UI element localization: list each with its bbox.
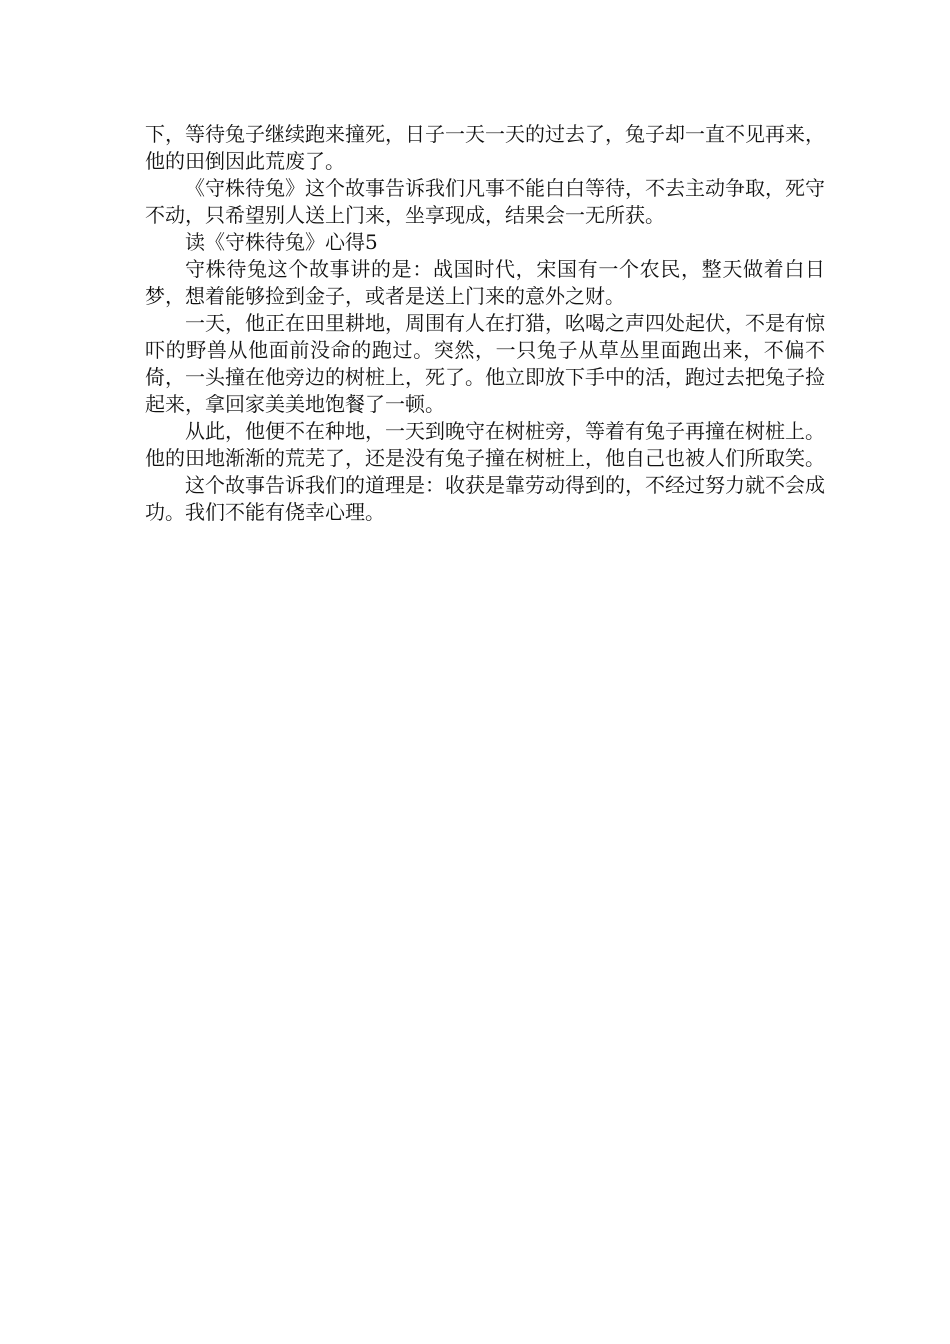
paragraph-moral: 《守株待兔》这个故事告诉我们凡事不能白白等待，不去主动争取，死守不动，只希望别人送上门来，坐享现成，结果会一无所获。 [145,176,825,227]
paragraph-story: 一天，他正在田里耕地，周围有人在打猎，吆喝之声四处起伏，不是有惊吓的野兽从他面前没命的跑过。突然，一只兔子从草丛里面跑出来，不偏不倚，一头撞在他旁边的树桩上，死了。他立即放下手中的活，跑过去把兔子捡起来，拿回家美美地饱餐了一顿。 [145,311,825,416]
document-body [145,121,825,526]
paragraph-lesson: 这个故事告诉我们的道理是：收获是靠劳动得到的，不经过努力就不会成功。我们不能有侥幸心理。 [145,473,825,524]
paragraph-continuation: 下，等待兔子继续跑来撞死，日子一天一天的过去了，兔子却一直不见再来，他的田倒因此荒废了。 [145,122,825,173]
paragraph-consequence: 从此，他便不在种地，一天到晚守在树桩旁，等着有兔子再撞在树桩上。他的田地渐渐的荒芜了，还是没有兔子撞在树桩上，他自己也被人们所取笑。 [145,419,825,470]
section-heading: 读《守株待兔》心得5 [185,230,378,254]
paragraph-intro: 守株待兔这个故事讲的是：战国时代，宋国有一个农民，整天做着白日梦，想着能够捡到金子，或者是送上门来的意外之财。 [145,257,825,308]
